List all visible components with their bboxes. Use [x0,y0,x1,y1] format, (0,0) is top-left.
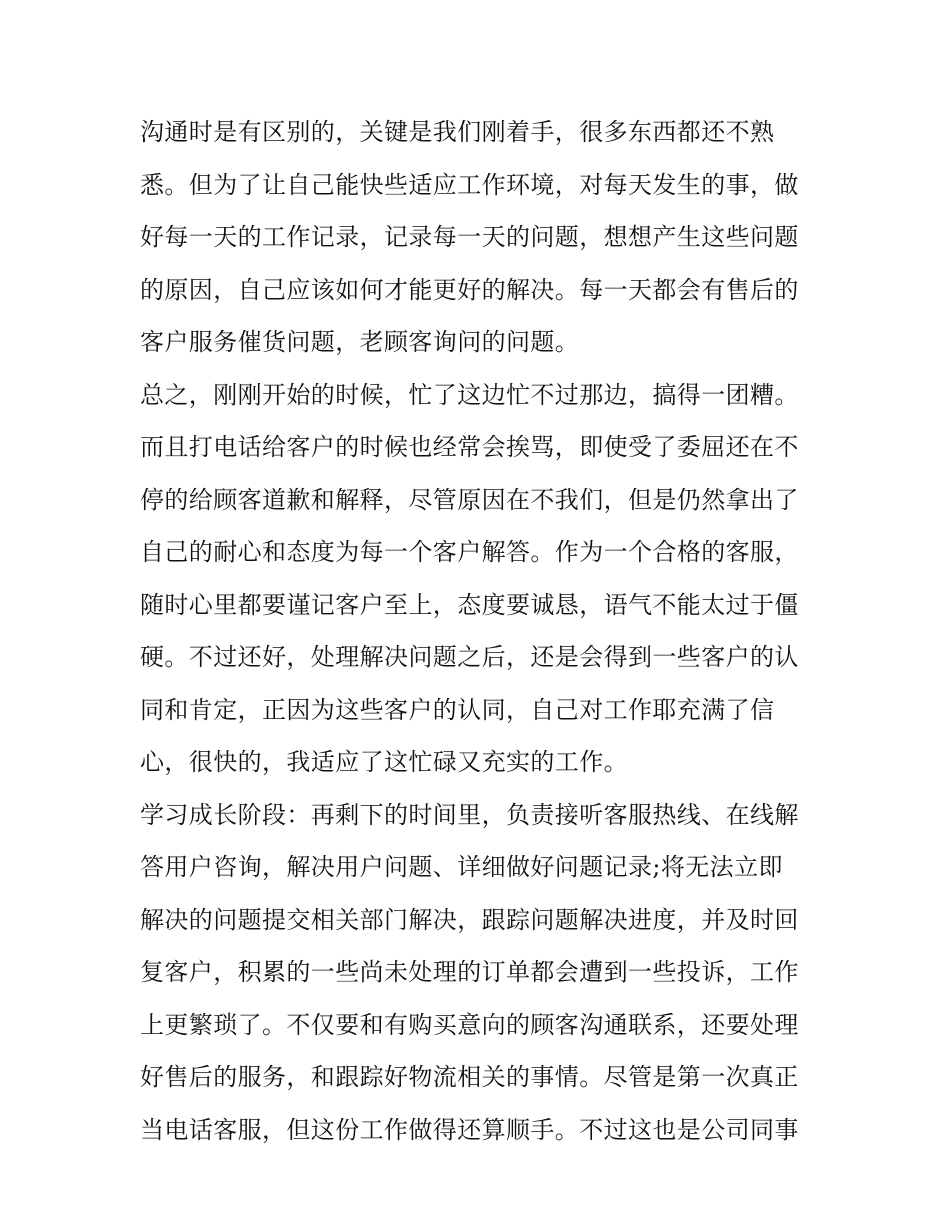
text-line: 好每一天的工作记录，记录每一天的问题，想想产生这些问题 [140,223,799,251]
text-line: 当电话客服，但这份工作做得还算顺手。不过这也是公司同事 [140,1115,799,1144]
text-line: 硬。不过还好，处理解决问题之后，还是会得到一些客户的认 [140,643,799,671]
text-line: 答用户咨询，解决用户问题、详细做好问题记录;将无法立即 [140,853,783,881]
text-line: 的原因，自己应该如何才能更好的解决。每一天都会有售后的 [140,275,799,304]
text-line: 解决的问题提交相关部门解决，跟踪问题解决进度，并及时回 [140,905,799,934]
text-line: 学习成长阶段：再剩下的时间里，负责接听客服热线、在线解 [140,800,799,829]
text-line: 上更繁琐了。不仅要和有购买意向的顾客沟通联系，还要处理 [140,1010,799,1039]
text-line: 客户服务催货问题，老顾客询问的问题。 [140,328,580,356]
text-line: 而且打电话给客户的时候也经常会挨骂，即使受了委屈还在不 [140,433,799,461]
text-line: 总之，刚刚开始的时候，忙了这边忙不过那边，搞得一团糟。 [140,380,799,409]
body-text [140,106,820,1156]
text-line: 心，很快的，我适应了这忙碌又充实的工作。 [140,748,628,776]
text-line: 好售后的服务，和跟踪好物流相关的事情。尽管是第一次真正 [140,1063,799,1091]
text-line: 停的给顾客道歉和解释，尽管原因在不我们，但是仍然拿出了 [140,485,799,514]
text-line: 同和肯定，正因为这些客户的认同，自己对工作耶充满了信 [140,695,775,724]
text-line: 复客户，积累的一些尚未处理的订单都会遭到一些投诉，工作 [140,958,799,986]
text-line: 随时心里都要谨记客户至上，态度要诚恳，语气不能太过于僵 [140,590,799,619]
text-line: 自己的耐心和态度为每一个客户解答。作为一个合格的客服， [140,538,799,566]
text-line: 悉。但为了让自己能快些适应工作环境，对每天发生的事，做 [140,170,799,199]
text-line: 沟通时是有区别的，关键是我们刚着手，很多东西都还不熟 [140,118,775,146]
